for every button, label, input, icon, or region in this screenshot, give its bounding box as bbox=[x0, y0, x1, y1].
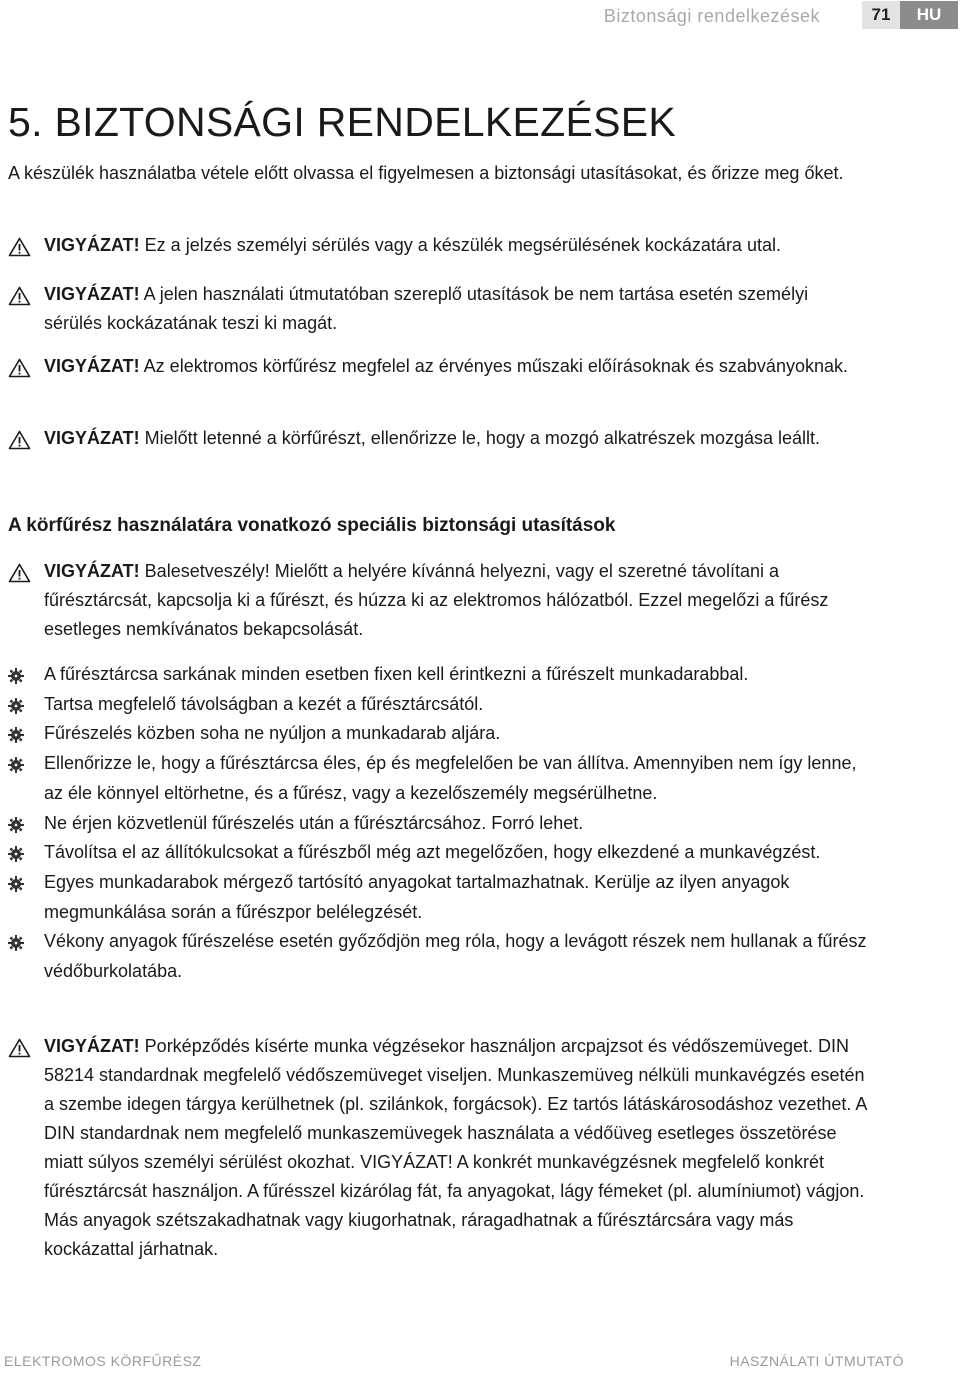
warning-label: VIGYÁZAT! bbox=[44, 235, 140, 255]
list-item bbox=[8, 690, 868, 720]
saw-blade-icon bbox=[8, 698, 24, 714]
warning-label: VIGYÁZAT! bbox=[44, 561, 140, 581]
warning-text: Az elektromos körfűrész megfelel az érvényes műszaki előírásoknak és szabványoknak. bbox=[139, 356, 848, 376]
warning-triangle-icon bbox=[8, 1038, 31, 1058]
section-warning-block bbox=[8, 557, 868, 644]
warning-block-2 bbox=[8, 280, 868, 338]
warning-triangle-icon bbox=[8, 286, 31, 306]
warning-text: A jelen használati útmutatóban szereplő utasítások be nem tartása esetén személyi sérülés kockázatának teszi ki magát. bbox=[44, 284, 809, 333]
saw-blade-icon bbox=[8, 876, 24, 892]
list-item-text: Fűrészelés közben soha ne nyúljon a munkadarab aljára. bbox=[44, 723, 501, 744]
list-item-text: Tartsa megfelelő távolságban a kezét a fűrésztárcsától. bbox=[44, 693, 484, 714]
footer-product-name: ELEKTROMOS KÖRFŰRÉSZ bbox=[4, 1353, 202, 1369]
list-item bbox=[8, 868, 868, 927]
list-item-text: Ellenőrizze le, hogy a fűrésztárcsa éles, ép és megfelelően be van állítva. Amennyiben nem így lenne, az éle könnyel eltörhetne, és a fűrész, vagy a kezelőszemély megsérülhetne. bbox=[44, 753, 857, 803]
warning-label: VIGYÁZAT! bbox=[44, 284, 140, 304]
warning-block-3 bbox=[8, 352, 868, 381]
warning-triangle-icon bbox=[8, 358, 31, 378]
warning-label: VIGYÁZAT! bbox=[44, 428, 140, 448]
list-item-text: A fűrésztárcsa sarkának minden esetben fixen kell érintkezni a fűrészelt munkadarabbal. bbox=[44, 664, 749, 684]
page-title: 5. BIZTONSÁGI RENDELKEZÉSEK bbox=[8, 99, 677, 145]
warning-label: VIGYÁZAT! bbox=[44, 356, 140, 376]
warning-text: Mielőtt letenné a körfűrészt, ellenőrizze le, hogy a mozgó alkatrészek mozgása leállt. bbox=[139, 428, 821, 448]
list-item bbox=[8, 719, 868, 749]
saw-blade-icon bbox=[8, 817, 24, 833]
list-item bbox=[8, 749, 868, 808]
section-heading: A körfűrész használatára vonatkozó speciális biztonsági utasítások bbox=[8, 515, 616, 536]
warning-label: VIGYÁZAT! bbox=[44, 1036, 140, 1056]
warning-text: Ez a jelzés személyi sérülés vagy a készülék megsérülésének kockázatára utal. bbox=[139, 235, 781, 255]
list-item bbox=[8, 809, 868, 839]
saw-blade-icon bbox=[8, 846, 24, 862]
list-item-text: Távolítsa el az állítókulcsokat a fűrészből még azt megelőzően, hogy elkezdené a munkavégzést. bbox=[44, 842, 821, 863]
list-item-text: Vékony anyagok fűrészelése esetén győződjön meg róla, hogy a levágott részek nem hullanak a fűrész védőburkolatába. bbox=[44, 931, 867, 982]
list-item bbox=[8, 660, 868, 690]
safety-bullet-list bbox=[8, 660, 868, 987]
warning-triangle-icon bbox=[8, 430, 31, 450]
warning-triangle-icon bbox=[8, 563, 31, 583]
warning-triangle-icon bbox=[8, 237, 31, 257]
language-badge: HU bbox=[900, 1, 958, 29]
warning-text: Porképződés kísérte munka végzésekor használjon arcpajzsot és védőszemüveget. DIN 58214 standardnak megfelelő védőszemüveget viseljen. Munkaszemüveg nélküli munkavégzés esetén a szembe idegen tárgya kerülhetnek (pl. szilánkok, forgácsok). Ez tartós látáskárosodáshoz vezethet. A DIN standardnak nem megfelelő munkaszemüvegek használata a védőüveg esetleges összetörése miatt súlyos személyi sérülést okozhat. VIGYÁZAT! A konkrét munkavégzésnek megfelelő konkrét fűrésztárcsát használjon. A fűrésszel kizárólag fát, fa anyagokat, lágy fémeket (pl. alumíniumot) vágjon. Más anyagok szétszakadhatnak vagy kiugorhatnak, ráragadhatnak a fűrésztárcsára vagy más kockázattal járhatnak. bbox=[44, 1036, 867, 1259]
warning-text: Balesetveszély! Mielőtt a helyére kívánná helyezni, vagy el szeretné távolítani a fűrésztárcsát, kapcsolja ki a fűrészt, és húzza ki az elektromos hálózatból. Ezzel megelőzi a fűrész esetleges nemkívánatos bekapcsolását. bbox=[44, 561, 829, 639]
list-item-text: Ne érjen közvetlenül fűrészelés után a fűrésztárcsához. Forró lehet. bbox=[44, 812, 584, 833]
warning-block-4 bbox=[8, 424, 868, 453]
saw-blade-icon bbox=[8, 935, 24, 951]
warning-block-1 bbox=[8, 231, 868, 260]
list-item bbox=[8, 927, 868, 986]
final-warning-block bbox=[8, 1032, 868, 1264]
intro-paragraph: A készülék használatba vétele előtt olvassa el figyelmesen a biztonsági utasításokat, és őrizze meg őket. bbox=[8, 163, 844, 183]
header-title: Biztonsági rendelkezések bbox=[603, 6, 820, 26]
list-item bbox=[8, 838, 868, 868]
saw-blade-icon bbox=[8, 668, 24, 684]
saw-blade-icon bbox=[8, 757, 24, 773]
page-number: 71 bbox=[862, 1, 900, 29]
list-item-text: Egyes munkadarabok mérgező tartósító anyagokat tartalmazhatnak. Kerülje az ilyen anyagok megmunkálása során a fűrészpor belélegzését. bbox=[44, 871, 790, 922]
saw-blade-icon bbox=[8, 727, 24, 743]
footer-document-type: HASZNÁLATI ÚTMUTATÓ bbox=[729, 1353, 904, 1369]
